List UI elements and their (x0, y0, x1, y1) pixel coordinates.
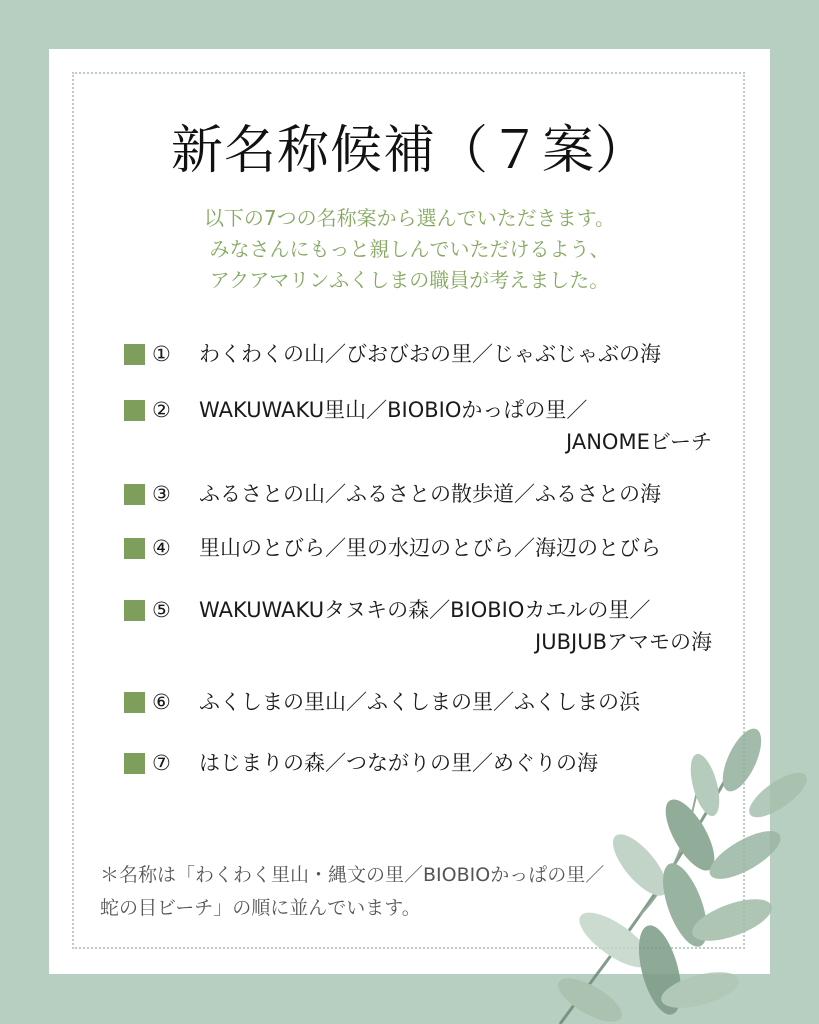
option-names: WAKUWAKU里山／BIOBIOかっぱの里／ (199, 398, 588, 422)
bullet-square-icon (124, 600, 145, 621)
option-number: ④ (152, 536, 171, 560)
option-number: ⑦ (152, 751, 171, 775)
footnote-line: 蛇の目ビーチ」の順に並んでいます。 (100, 897, 421, 919)
bullet-square-icon (124, 692, 145, 713)
intro-text (0, 203, 819, 296)
option-names-continued: JANOMEビーチ (566, 430, 712, 454)
bullet-square-icon (124, 538, 145, 559)
option-names: ふくしまの里山／ふくしまの里／ふくしまの浜 (199, 690, 640, 714)
option-names-continued: JUBJUBアマモの海 (535, 630, 712, 654)
option-names: 里山のとびら／里の水辺のとびら／海辺のとびら (199, 536, 661, 560)
option-names: WAKUWAKUタヌキの森／BIOBIOカエルの里／ (199, 598, 651, 622)
bullet-square-icon (124, 753, 145, 774)
option-number: ② (152, 398, 171, 422)
intro-line: みなさんにもっと親しんでいただけるよう、 (209, 237, 610, 261)
bullet-square-icon (124, 344, 145, 365)
bullet-square-icon (124, 484, 145, 505)
option-number: ① (152, 342, 171, 366)
intro-line: 以下の7つの名称案から選んでいただきます。 (203, 206, 616, 230)
intro-line: アクアマリンふくしまの職員が考えました。 (209, 268, 610, 292)
footnote (100, 859, 604, 925)
option-names: はじまりの森／つながりの里／めぐりの海 (199, 751, 598, 775)
option-number: ⑥ (152, 690, 171, 714)
option-number: ⑤ (152, 598, 171, 622)
option-names: ふるさとの山／ふるさとの散歩道／ふるさとの海 (199, 482, 661, 506)
option-number: ③ (152, 482, 171, 506)
footnote-line: ＊名称は「わくわく里山・縄文の里／BIOBIOかっぱの里／ (100, 864, 605, 886)
bullet-square-icon (124, 400, 145, 421)
option-names: わくわくの山／びおびおの里／じゃぶじゃぶの海 (199, 342, 661, 366)
page-title: 新名称候補（７案） (170, 121, 648, 181)
